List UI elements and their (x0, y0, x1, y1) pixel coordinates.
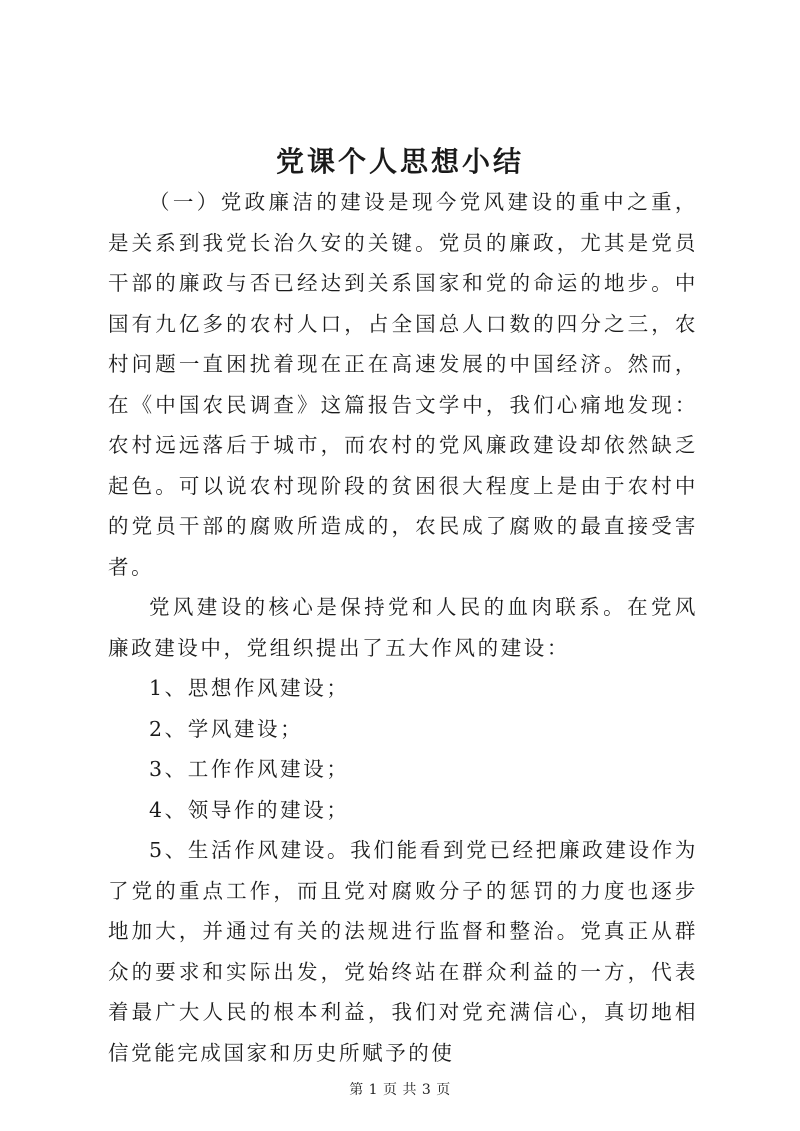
list-item-2: 2、学风建设； (149, 716, 304, 741)
paragraph-2: 党风建设的核心是保持党和人民的血肉联系。在党风廉政建设中，党组织提出了五大作风的建设： (108, 595, 698, 660)
list-item-3: 3、工作作风建设； (149, 757, 350, 781)
document-body (108, 182, 698, 1073)
page-title: 党课个人思想小结 (275, 145, 524, 178)
list-item-4: 4、领导作的建设； (149, 797, 350, 822)
list-item-1: 1、思想作风建设； (149, 676, 350, 700)
paragraph-1: （一）党政廉洁的建设是现今党风建设的重中之重，是关系到我党长治久安的关键。党员的廉政，尤其是党员干部的廉政与否已经达到关系国家和党的命运的地步。中国有九亿多的农村人口，占全国总人口数的四分之三，农村问题一直困扰着现在正在高速发展的中国经济。然而，在《中国农民调查》这篇报告文学中，我们心痛地发现：农村远远落后于城市，而农村的党风廉政建设却依然缺乏起色。可以说农村现阶段的贫困很大程度上是由于农村中的党员干部的腐败所造成的，农民成了腐败的最直接受害者。 (108, 190, 698, 579)
page-number: 第 1 页 共 3 页 (349, 1082, 451, 1098)
list-item-5: 5、生活作风建设。我们能看到党已经把廉政建设作为了党的重点工作，而且党对腐败分子的惩罚的力度也逐步地加大，并通过有关的法规进行监督和整治。党真正从群众的要求和实际出发，党始终站在群众利益的一方，代表着最广大人民的根本利益，我们对党充满信心，真切地相信党能完成国家和历史所赋予的使 (108, 838, 698, 1065)
page-footer (0, 1080, 800, 1100)
